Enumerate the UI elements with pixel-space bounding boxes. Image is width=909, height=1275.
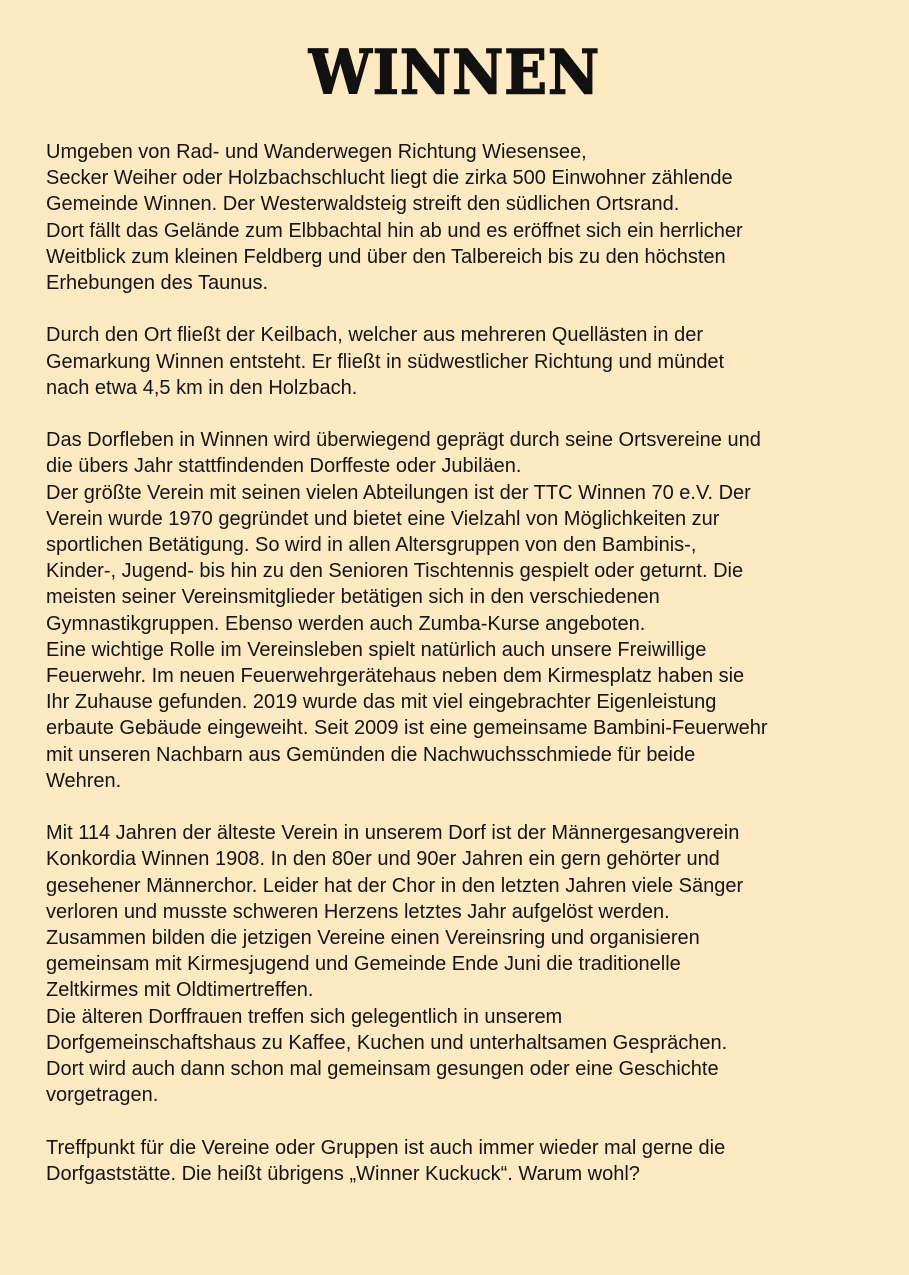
text-line: mit unseren Nachbarn aus Gemünden die Nachwuchsschmiede für beide (46, 743, 696, 766)
paragraph-3 (46, 427, 876, 794)
text-line: Durch den Ort fließt der Keilbach, welcher aus mehreren Quellästen in der (46, 324, 703, 347)
text-line: Dort fällt das Gelände zum Elbbachtal hin ab und es eröffnet sich ein herrlicher (46, 219, 743, 242)
text-line: Ihr Zuhause gefunden. 2019 wurde das mit viel eingebrachter Eigenleistung (46, 691, 717, 714)
text-line: Zeltkirmes mit Oldtimertreffen. (46, 979, 314, 1002)
text-line: Die älteren Dorffrauen treffen sich gelegentlich in unserem (46, 1005, 563, 1028)
text-line: Verein wurde 1970 gegründet und bietet eine Vielzahl von Möglichkeiten zur (46, 507, 720, 530)
text-line: Feuerwehr. Im neuen Feuerwehrgerätehaus neben dem Kirmesplatz haben sie (46, 665, 745, 688)
text-line: Secker Weiher oder Holzbachschlucht liegt die zirka 500 Einwohner zählende (46, 167, 733, 190)
article-body (46, 139, 876, 1213)
text-line: Treffpunkt für die Vereine oder Gruppen ist auch immer wieder mal gerne die (46, 1136, 726, 1159)
text-line: Der größte Verein mit seinen vielen Abteilungen ist der TTC Winnen 70 e.V. Der (46, 481, 751, 504)
text-line: Dorfgemeinschaftshaus zu Kaffee, Kuchen und unterhaltsamen Gesprächen. (46, 1031, 728, 1054)
text-line: meisten seiner Vereinsmitglieder betätigen sich in den verschiedenen (46, 586, 660, 609)
text-line: Weitblick zum kleinen Feldberg und über den Talbereich bis zu den höchsten (46, 245, 726, 268)
page-title: WINNEN (308, 37, 601, 109)
text-line: gesehener Männerchor. Leider hat der Chor in den letzten Jahren viele Sänger (46, 874, 744, 897)
text-line: vorgetragen. (46, 1084, 159, 1107)
text-line: Wehren. (46, 769, 122, 792)
text-line: Zusammen bilden die jetzigen Vereine einen Vereinsring und organisieren (46, 927, 700, 950)
text-line: Gemeinde Winnen. Der Westerwaldsteig streift den südlichen Ortsrand. (46, 193, 680, 216)
text-line: Gymnastikgruppen. Ebenso werden auch Zumba-Kurse angeboten. (46, 612, 646, 635)
text-line: Erhebungen des Taunus. (46, 272, 269, 295)
text-line: Eine wichtige Rolle im Vereinsleben spielt natürlich auch unsere Freiwillige (46, 638, 707, 661)
text-line: sportlichen Betätigung. So wird in allen Altersgruppen von den Bambinis-, (46, 534, 697, 557)
text-line: Dorfgaststätte. Die heißt übrigens „Winner Kuckuck“. Warum wohl? (46, 1162, 640, 1185)
text-line: die übers Jahr stattfindenden Dorffeste oder Jubiläen. (46, 455, 522, 478)
text-line: Kinder-, Jugend- bis hin zu den Senioren Tischtennis gespielt oder geturnt. Die (46, 560, 744, 583)
text-line: Das Dorfleben in Winnen wird überwiegend geprägt durch seine Ortsvereine und (46, 429, 761, 452)
text-line: Konkordia Winnen 1908. In den 80er und 90er Jahren ein gern gehörter und (46, 848, 720, 871)
text-line: erbaute Gebäude eingeweiht. Seit 2009 ist eine gemeinsame Bambini-Feuerwehr (46, 717, 768, 740)
paragraph-2 (46, 322, 876, 401)
text-line: Mit 114 Jahren der älteste Verein in unserem Dorf ist der Männergesangverein (46, 822, 740, 845)
text-line: Dort wird auch dann schon mal gemeinsam gesungen oder eine Geschichte (46, 1058, 719, 1081)
paragraph-1 (46, 139, 876, 296)
text-line: nach etwa 4,5 km in den Holzbach. (46, 376, 358, 399)
text-line: gemeinsam mit Kirmesjugend und Gemeinde Ende Juni die traditionelle (46, 953, 681, 976)
paragraph-5 (46, 1135, 876, 1187)
paragraph-4 (46, 820, 876, 1108)
text-line: verloren und musste schweren Herzens letztes Jahr aufgelöst werden. (46, 900, 670, 923)
text-line: Gemarkung Winnen entsteht. Er fließt in südwestlicher Richtung und mündet (46, 350, 725, 373)
text-line: Umgeben von Rad- und Wanderwegen Richtung Wiesensee, (46, 141, 587, 163)
